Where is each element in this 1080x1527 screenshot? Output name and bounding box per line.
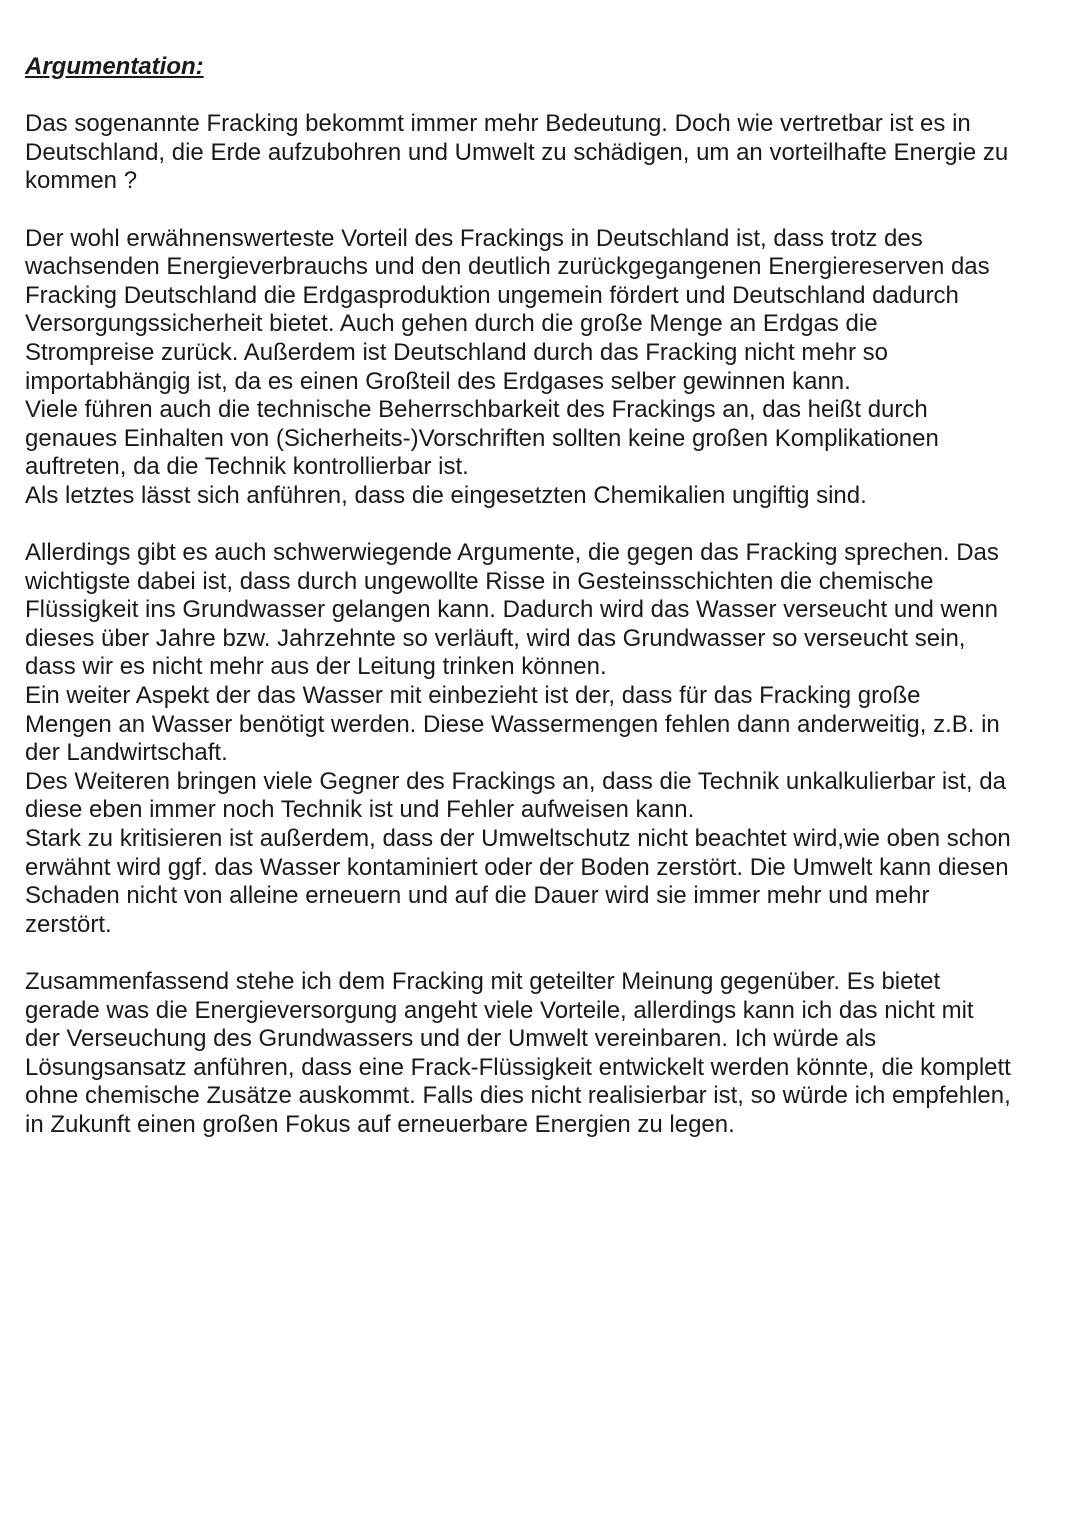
text-line: wichtigste dabei ist, dass durch ungewollte Risse in Gesteinsschichten die chemische <box>25 567 934 595</box>
text-line: dieses über Jahre bzw. Jahrzehnte so verläuft, wird das Grundwasser so verseucht sein, <box>25 624 966 652</box>
text-line: der Landwirtschaft. <box>25 739 228 767</box>
text-line: Deutschland, die Erde aufzubohren und Umwelt zu schädigen, um an vorteilhafte Energie zu <box>25 138 1009 166</box>
text-line: diese eben immer noch Technik ist und Fehler aufweisen kann. <box>25 796 695 824</box>
text-line: Zusammenfassend stehe ich dem Fracking mit geteilter Meinung gegenüber. Es bietet <box>25 968 941 995</box>
text-line: Stark zu kritisieren ist außerdem, dass der Umweltschutz nicht beachtet wird,wie oben schon <box>25 825 1011 853</box>
text-line: Schaden nicht von alleine erneuern und auf die Dauer wird sie immer mehr und mehr <box>25 882 930 910</box>
text-line: Das sogenannte Fracking bekommt immer mehr Bedeutung. Doch wie vertretbar ist es in <box>25 110 971 138</box>
text-line: gerade was die Energieversorgung angeht viele Vorteile, allerdings kann ich das nicht mit <box>25 996 974 1024</box>
pro-arguments-paragraph <box>25 225 1055 511</box>
text-line: Strompreise zurück. Außerdem ist Deutschland durch das Fracking nicht mehr so <box>25 338 889 366</box>
document-heading: Argumentation: <box>25 53 204 80</box>
text-line: Lösungsansatz anführen, dass eine Frack-Flüssigkeit entwickelt werden könnte, die komplett <box>25 1053 1011 1081</box>
text-line: Viele führen auch die technische Beherrschbarkeit des Frackings an, das heißt durch <box>25 396 928 424</box>
text-line: Mengen an Wasser benötigt werden. Diese Wassermengen fehlen dann anderweitig, z.B. in <box>25 710 1000 738</box>
text-line: genaues Einhalten von (Sicherheits-)Vorschriften sollten keine großen Komplikationen <box>25 424 939 452</box>
text-line: Als letztes lässt sich anführen, dass die eingesetzten Chemikalien ungiftig sind. <box>25 481 867 509</box>
text-line: dass wir es nicht mehr aus der Leitung trinken können. <box>25 653 607 681</box>
text-line: Fracking Deutschland die Erdgasproduktion ungemein fördert und Deutschland dadurch <box>25 281 959 309</box>
text-line: in Zukunft einen großen Fokus auf erneuerbare Energien zu legen. <box>25 1110 735 1138</box>
text-line: Versorgungssicherheit bietet. Auch gehen durch die große Menge an Erdgas die <box>25 310 878 338</box>
text-line: zerstört. <box>25 910 112 938</box>
text-line: auftreten, da die Technik kontrollierbar ist. <box>25 453 469 481</box>
contra-arguments-paragraph <box>25 539 1055 939</box>
text-line: Flüssigkeit ins Grundwasser gelangen kann. Dadurch wird das Wasser verseucht und wenn <box>25 596 998 624</box>
text-line: Der wohl erwähnenswerteste Vorteil des Frackings in Deutschland ist, dass trotz des <box>25 224 923 252</box>
document-page <box>25 53 1055 1168</box>
intro-paragraph <box>25 110 1055 196</box>
text-line: Allerdings gibt es auch schwerwiegende Argumente, die gegen das Fracking sprechen. Das <box>25 539 999 567</box>
text-line: Des Weiteren bringen viele Gegner des Frackings an, dass die Technik unkalkulierbar ist, da <box>25 767 1006 795</box>
text-line: ohne chemische Zusätze auskommt. Falls dies nicht realisierbar ist, so würde ich empfehlen, <box>25 1082 1011 1110</box>
text-line: kommen ? <box>25 167 138 195</box>
text-line: erwähnt wird ggf. das Wasser kontaminiert oder der Boden zerstört. Die Umwelt kann diesen <box>25 853 1009 881</box>
conclusion-paragraph <box>25 968 1055 1140</box>
text-line: importabhängig ist, da es einen Großteil des Erdgases selber gewinnen kann. <box>25 367 851 395</box>
text-line: wachsenden Energieverbrauchs und den deutlich zurückgegangenen Energiereserven das <box>25 253 990 281</box>
text-line: Ein weiter Aspekt der das Wasser mit einbezieht ist der, dass für das Fracking große <box>25 682 921 710</box>
text-line: der Verseuchung des Grundwassers und der Umwelt vereinbaren. Ich würde als <box>25 1025 877 1053</box>
